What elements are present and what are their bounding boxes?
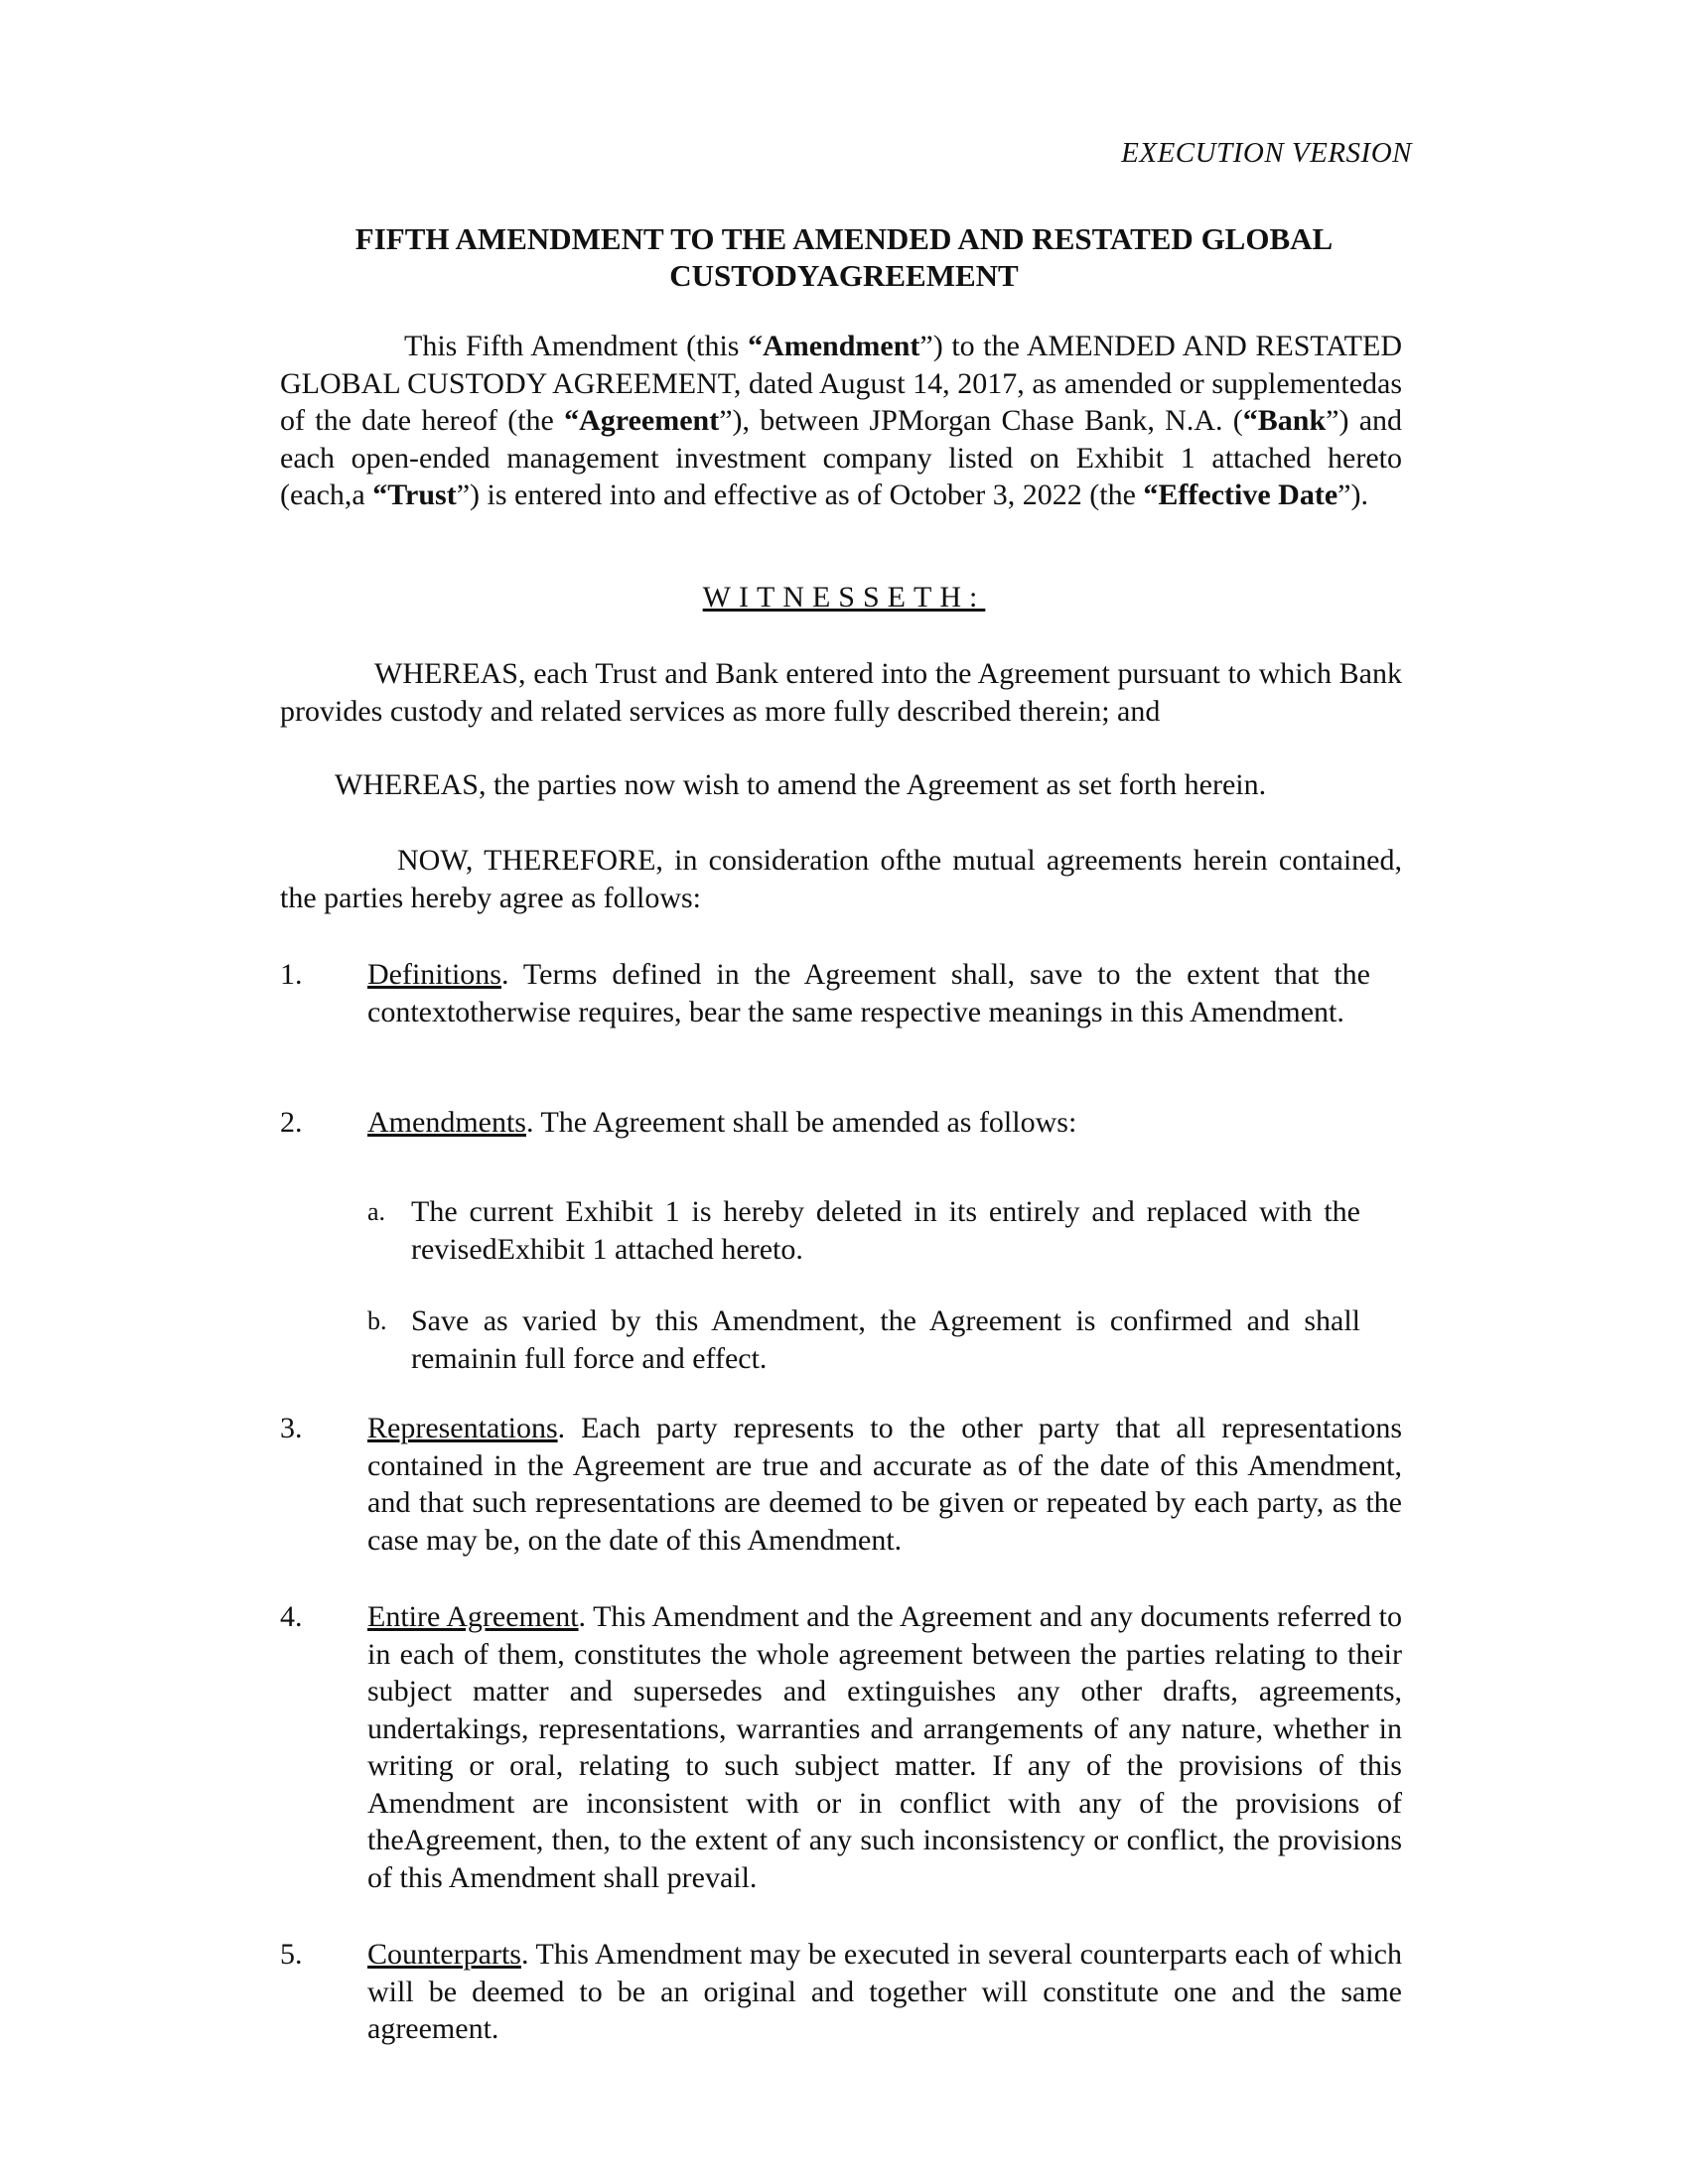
section-body	[367, 956, 1370, 1030]
witnesseth-colon: :	[968, 581, 986, 614]
section-heading: Entire Agreement	[367, 1600, 579, 1633]
section-text: . Each party represents to the other party that all representations contained in the Agreement are true and accurate as of the date of this Amendment, and that such representations are deemed to be given or repeated by each party, as the case may be, on the date of this Amendment.	[367, 1412, 1402, 1557]
intro-defined-term-amendment: “Amendment	[748, 330, 920, 362]
intro-defined-term-bank: “Bank	[1242, 404, 1327, 437]
section-heading: Representations	[367, 1412, 558, 1444]
intro-paragraph	[280, 328, 1402, 514]
section-number: 3.	[280, 1412, 303, 1444]
section-body	[367, 1104, 1370, 1142]
section-body	[367, 1936, 1402, 2048]
intro-text-3: ”), between JPMorgan Chase Bank, N.A. (	[719, 404, 1243, 437]
recital-2: WHEREAS, the parties now wish to amend the Agreement as set forth herein.	[335, 768, 1267, 801]
document-title	[248, 220, 1440, 294]
section-text: . Terms defined in the Agreement shall, save to the extent that the contextotherwise requires, bear the same respective meanings in this Amendment.	[367, 958, 1370, 1028]
recital-1: WHEREAS, each Trust and Bank entered into the Agreement pursuant to which Bank provides custody and related services as more fully described therein; and	[280, 657, 1402, 728]
section-number: 5.	[280, 1938, 303, 1971]
subsection-letter: a.	[367, 1197, 386, 1226]
witnesseth-heading	[0, 581, 1688, 614]
title-line-1: FIFTH AMENDMENT TO THE AMENDED AND RESTATED GLOBAL	[354, 221, 1334, 256]
intro-text-4: ”) and each open-ended management investment company listed on Exhibit 1 attached hereto (each,a	[280, 404, 1403, 511]
section-number: 1.	[280, 958, 303, 991]
intro-defined-term-agreement: “Agreement	[564, 404, 720, 437]
section-heading: Amendments	[367, 1106, 526, 1139]
execution-version-label: EXECUTION VERSION	[1121, 137, 1412, 169]
section-body	[367, 1410, 1402, 1559]
subsection-body: The current Exhibit 1 is hereby deleted in its entirely and replaced with the revisedExhibit 1 attached hereto.	[411, 1195, 1360, 1266]
subsection-body: Save as varied by this Amendment, the Agreement is confirmed and shall remainin full force and effect.	[411, 1304, 1360, 1375]
intro-text-6: ”).	[1337, 478, 1368, 511]
intro-text-1: This Fifth Amendment (this	[404, 330, 749, 362]
section-text: . The Agreement shall be amended as follows:	[525, 1106, 1077, 1139]
witnesseth-word: WITNESSETH	[702, 581, 969, 614]
intro-text-5: ”) is entered into and effective as of October 3, 2022 (the	[456, 478, 1144, 511]
section-body	[367, 1598, 1402, 1896]
intro-text-2: ”) to the AMENDED AND RESTATED GLOBAL CUSTODY AGREEMENT, dated August 14, 2017, as amended or supplementedas of the date hereof (the	[280, 330, 1402, 437]
section-text: . This Amendment and the Agreement and any documents referred to in each of them, constitutes the whole agreement between the parties relating to their subject matter and supersedes and extinguishes any other drafts, agreements, undertakings, representations, warranties and arrangements of any nature, whether in writing or oral, relating to such subject matter. If any of the provisions of this Amendment are inconsistent with or in conflict with any of the provisions of theAgreement, then, to the extent of any such inconsistency or conflict, the provisions of this Amendment shall prevail.	[367, 1600, 1402, 1894]
section-text: . This Amendment may be executed in several counterparts each of which will be deemed to be an original and together will constitute one and the same agreement.	[367, 1938, 1402, 2045]
intro-defined-term-trust: “Trust	[372, 478, 457, 511]
section-number: 2.	[280, 1106, 303, 1139]
section-heading: Definitions	[367, 958, 501, 991]
intro-defined-term-effective-date: “Effective Date	[1143, 478, 1338, 511]
now-therefore-clause: NOW, THEREFORE, in consideration ofthe mutual agreements herein contained, the parties hereby agree as follows:	[280, 844, 1402, 914]
section-heading: Counterparts	[367, 1938, 521, 1971]
subsection-letter: b.	[367, 1306, 387, 1335]
title-line-2: CUSTODYAGREEMENT	[669, 258, 1019, 293]
section-number: 4.	[280, 1600, 303, 1633]
